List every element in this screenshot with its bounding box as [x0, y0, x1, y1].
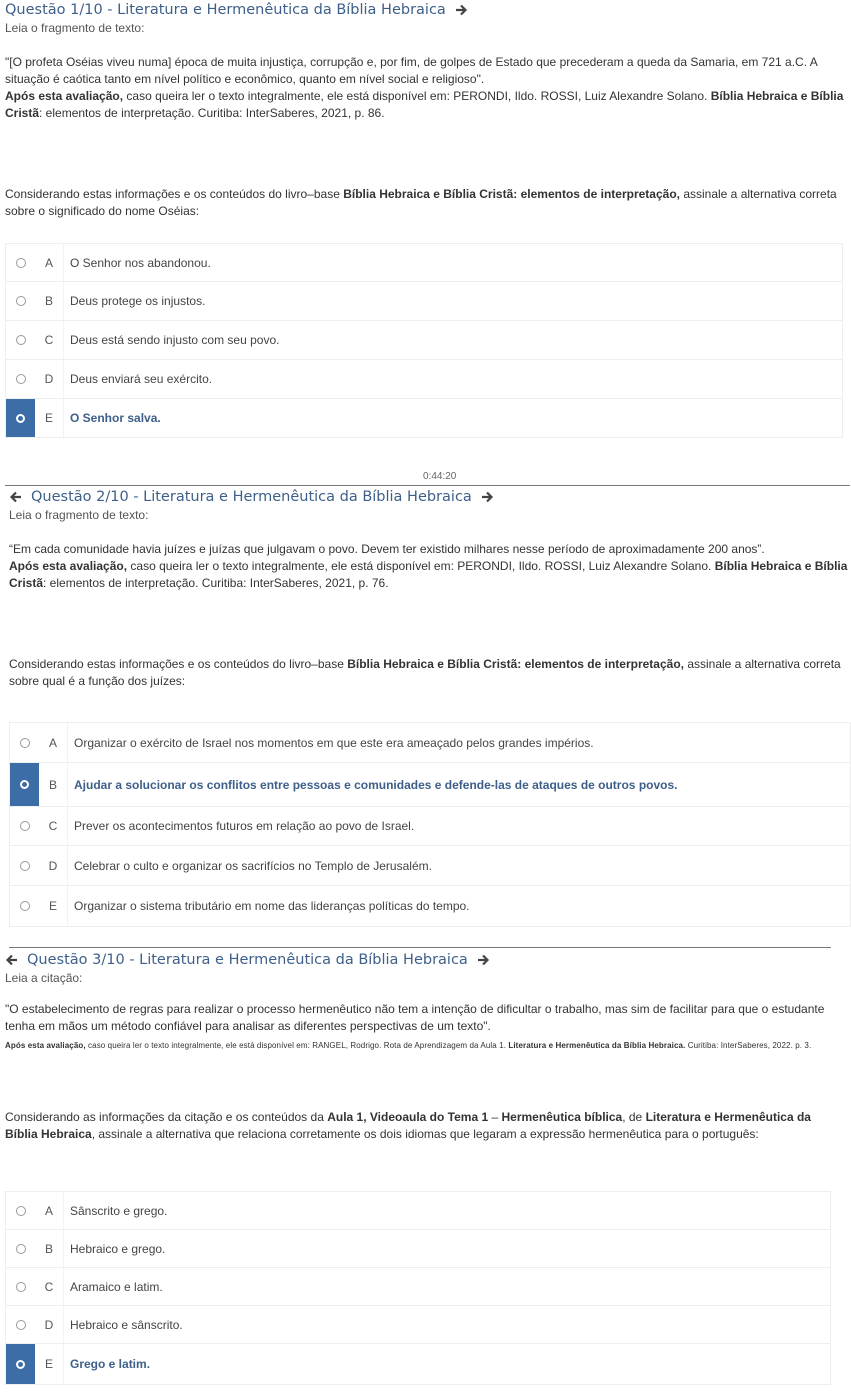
divider	[9, 947, 831, 948]
question-1-fragment	[5, 54, 845, 122]
option-letter: E	[48, 899, 57, 913]
option-e[interactable]	[6, 399, 842, 437]
arrow-right-icon[interactable]	[480, 490, 494, 504]
question-1-prompt	[5, 186, 845, 220]
question-3-prompt	[5, 1109, 835, 1143]
radio-cell[interactable]	[10, 846, 39, 885]
prompt-pre: Considerando estas informações e os conteúdos do livro–base	[9, 657, 348, 671]
question-2-reference	[9, 558, 849, 592]
question-3-options	[5, 1191, 831, 1385]
question-1-lead: Leia o fragmento de texto:	[5, 21, 145, 35]
radio-cell[interactable]	[6, 1230, 35, 1267]
option-text[interactable]: Deus protege os injustos.	[63, 282, 842, 320]
ref-book: Bíblia Hebraica e Bíblia Cristã	[5, 89, 844, 120]
question-2	[9, 489, 849, 690]
question-2-quote: “Em cada comunidade havia juízes e juízas que julgavam o povo. Devem ter existido milhares nesse período de aproximadamente 200 anos”.	[9, 542, 765, 556]
ref-tail: : elementos de interpretação. Curitiba: InterSaberes, 2021, p. 86.	[39, 106, 385, 120]
option-c[interactable]	[10, 807, 850, 846]
question-3-fragment	[5, 1001, 835, 1057]
option-text[interactable]: Ajudar a solucionar os conflitos entre pessoas e comunidades e defende-las de ataques de outros povos.	[67, 763, 850, 806]
radio-cell[interactable]	[10, 807, 39, 845]
question-2-title: Questão 2/10 - Literatura e Hermenêutica da Bíblia Hebraica	[31, 489, 472, 505]
option-d[interactable]	[6, 360, 842, 399]
question-2-prompt	[9, 656, 849, 690]
option-text[interactable]: Hebraico e sânscrito.	[63, 1306, 830, 1343]
ref-tail: Curitiba: InterSaberes, 2022. p. 3.	[685, 1041, 812, 1050]
radio-icon[interactable]	[16, 1244, 26, 1254]
radio-cell[interactable]	[10, 763, 39, 806]
radio-icon[interactable]	[16, 335, 26, 345]
arrow-right-icon[interactable]	[454, 3, 468, 17]
question-2-lead: Leia o fragmento de texto:	[9, 508, 149, 522]
radio-icon[interactable]	[16, 1360, 25, 1369]
option-text[interactable]: Prever os acontecimentos futuros em relação ao povo de Israel.	[67, 807, 850, 845]
radio-cell[interactable]	[10, 886, 39, 926]
question-3-reference	[5, 1035, 835, 1057]
arrow-right-icon[interactable]	[476, 953, 490, 967]
question-3-title: Questão 3/10 - Literatura e Hermenêutica da Bíblia Hebraica	[27, 952, 468, 968]
radio-icon[interactable]	[16, 374, 26, 384]
radio-cell[interactable]	[6, 1268, 35, 1305]
option-letter: B	[44, 1241, 53, 1256]
option-text[interactable]: Sânscrito e grego.	[63, 1192, 830, 1229]
radio-cell[interactable]	[6, 244, 35, 281]
prompt-post: assinale a alternativa correta sobre o significado do nome Oséias:	[5, 187, 837, 218]
option-letter: C	[48, 819, 58, 833]
option-e[interactable]	[6, 1344, 830, 1384]
question-3	[5, 952, 835, 1143]
prompt-bold: Bíblia Hebraica e Bíblia Cristã: elementos de interpretação,	[347, 657, 684, 671]
radio-icon[interactable]	[16, 258, 26, 268]
radio-cell[interactable]	[10, 723, 39, 762]
prompt-bold-3: Literatura e Hermenêutica da Bíblia Hebraica	[5, 1110, 811, 1141]
prompt-pre: Considerando as informações da citação e os conteúdos da	[5, 1110, 328, 1124]
radio-cell[interactable]	[6, 399, 35, 437]
radio-cell[interactable]	[6, 360, 35, 398]
option-text[interactable]: Hebraico e grego.	[63, 1230, 830, 1267]
option-letter: D	[44, 372, 54, 386]
radio-cell[interactable]	[6, 282, 35, 320]
prompt-post: assinale a alternativa correta sobre qual é a função dos juízes:	[9, 657, 841, 688]
divider	[5, 485, 850, 486]
option-letter: E	[44, 1357, 53, 1371]
option-text[interactable]: Organizar o exército de Israel nos momentos em que este era ameaçado pelos grandes impérios.	[67, 723, 850, 762]
radio-cell[interactable]	[6, 321, 35, 359]
prompt-mid-2: , de	[622, 1110, 646, 1124]
ref-tail: : elementos de interpretação. Curitiba: InterSaberes, 2021, p. 76.	[43, 576, 389, 590]
option-text[interactable]: Deus está sendo injusto com seu povo.	[63, 321, 842, 359]
ref-bold: Após esta avaliação,	[5, 1041, 86, 1050]
question-1-title: Questão 1/10 - Literatura e Hermenêutica da Bíblia Hebraica	[5, 2, 446, 18]
prompt-post: , assinale a alternativa que relaciona corretamente os dois idiomas que legaram a expressão hermenêutica para o português:	[91, 1127, 759, 1141]
question-1-quote: "[O profeta Oséias viveu numa] época de muita injustiça, corrupção e, por fim, de golpes de Estado que precederam a queda da Samaria, em 721 a.C. A situação é caótica tanto em nível político e econômico, quanto em nível social e religioso".	[5, 55, 818, 86]
option-b[interactable]	[6, 1230, 830, 1268]
prompt-bold: Bíblia Hebraica e Bíblia Cristã: elementos de interpretação,	[343, 187, 680, 201]
radio-cell[interactable]	[6, 1344, 35, 1384]
ref-book: Literatura e Hermenêutica da Bíblia Hebraica.	[508, 1041, 686, 1050]
question-2-title-row	[9, 489, 849, 505]
ref-book: Bíblia Hebraica e Bíblia Cristã	[9, 559, 848, 590]
radio-icon[interactable]	[16, 1282, 26, 1292]
radio-cell[interactable]	[6, 1306, 35, 1343]
option-d[interactable]	[10, 846, 850, 886]
option-letter: B	[44, 294, 53, 308]
question-3-title-row	[5, 952, 835, 968]
option-letter: A	[44, 1203, 53, 1218]
option-letter: C	[44, 1279, 54, 1294]
radio-icon[interactable]	[16, 1320, 26, 1330]
option-letter: E	[44, 411, 53, 425]
option-text[interactable]: Celebrar o culto e organizar os sacrifícios no Templo de Jerusalém.	[67, 846, 850, 885]
prompt-mid: –	[488, 1110, 502, 1124]
question-2-options	[9, 722, 851, 927]
option-text[interactable]: O Senhor salva.	[63, 399, 842, 437]
question-1-title-row	[5, 2, 845, 18]
prompt-pre: Considerando estas informações e os conteúdos do livro–base	[5, 187, 344, 201]
prompt-bold: Aula 1, Videoaula do Tema 1	[327, 1110, 489, 1124]
radio-icon[interactable]	[20, 861, 30, 871]
option-letter: A	[44, 255, 53, 270]
option-letter: D	[48, 858, 58, 873]
option-letter: D	[44, 1317, 54, 1332]
radio-icon[interactable]	[20, 780, 29, 789]
question-3-lead: Leia a citação:	[5, 971, 83, 985]
option-text[interactable]: O Senhor nos abandonou.	[63, 244, 842, 281]
question-1-reference	[5, 88, 845, 122]
option-text[interactable]: Aramaico e latim.	[63, 1268, 830, 1305]
radio-icon[interactable]	[20, 738, 30, 748]
option-c[interactable]	[6, 321, 842, 360]
ref-text: caso queira ler o texto integralmente, ele está disponível em: PERONDI, Ildo. ROSSI, Luiz Alexandre Solano.	[123, 89, 711, 103]
option-a[interactable]	[6, 1192, 830, 1230]
arrow-left-icon[interactable]	[5, 953, 19, 967]
ref-bold: Após esta avaliação,	[5, 89, 124, 103]
ref-bold: Após esta avaliação,	[9, 559, 128, 573]
question-3-quote: "O estabelecimento de regras para realizar o processo hermenêutico não tem a intenção de dificultar o trabalho, mas sim de facilitar para que o estudante tenha em mãos um método confiável para analisar as diferentes perspectivas de um texto".	[5, 1002, 825, 1033]
timer: 0:44:20	[423, 471, 457, 482]
radio-icon[interactable]	[20, 821, 30, 831]
option-e[interactable]	[10, 886, 850, 926]
question-2-fragment	[9, 541, 849, 592]
radio-icon[interactable]	[16, 296, 26, 306]
option-a[interactable]	[10, 723, 850, 763]
option-a[interactable]	[6, 244, 842, 282]
radio-cell[interactable]	[6, 1192, 35, 1229]
option-b[interactable]	[6, 282, 842, 321]
radio-icon[interactable]	[16, 414, 25, 423]
option-letter: B	[48, 777, 57, 792]
option-text[interactable]: Grego e latim.	[63, 1344, 830, 1384]
ref-text: caso queira ler o texto integralmente, ele está disponível em: PERONDI, Ildo. ROSSI, Luiz Alexandre Solano.	[127, 559, 715, 573]
option-letter: A	[48, 735, 57, 750]
radio-icon[interactable]	[20, 901, 30, 911]
prompt-bold-2: Hermenêutica bíblica	[501, 1110, 623, 1124]
option-text[interactable]: Deus enviará seu exército.	[63, 360, 842, 398]
option-d[interactable]	[6, 1306, 830, 1344]
option-text[interactable]: Organizar o sistema tributário em nome das lideranças políticas do tempo.	[67, 886, 850, 926]
option-b[interactable]	[10, 763, 850, 807]
arrow-left-icon[interactable]	[9, 490, 23, 504]
radio-icon[interactable]	[16, 1206, 26, 1216]
question-1	[5, 2, 845, 220]
ref-text: caso queira ler o texto integralmente, ele está disponível em: RANGEL, Rodrigo. Rota de Aprendizagem da Aula 1.	[85, 1041, 509, 1050]
option-letter: C	[44, 333, 54, 347]
option-c[interactable]	[6, 1268, 830, 1306]
question-1-options	[5, 243, 843, 438]
